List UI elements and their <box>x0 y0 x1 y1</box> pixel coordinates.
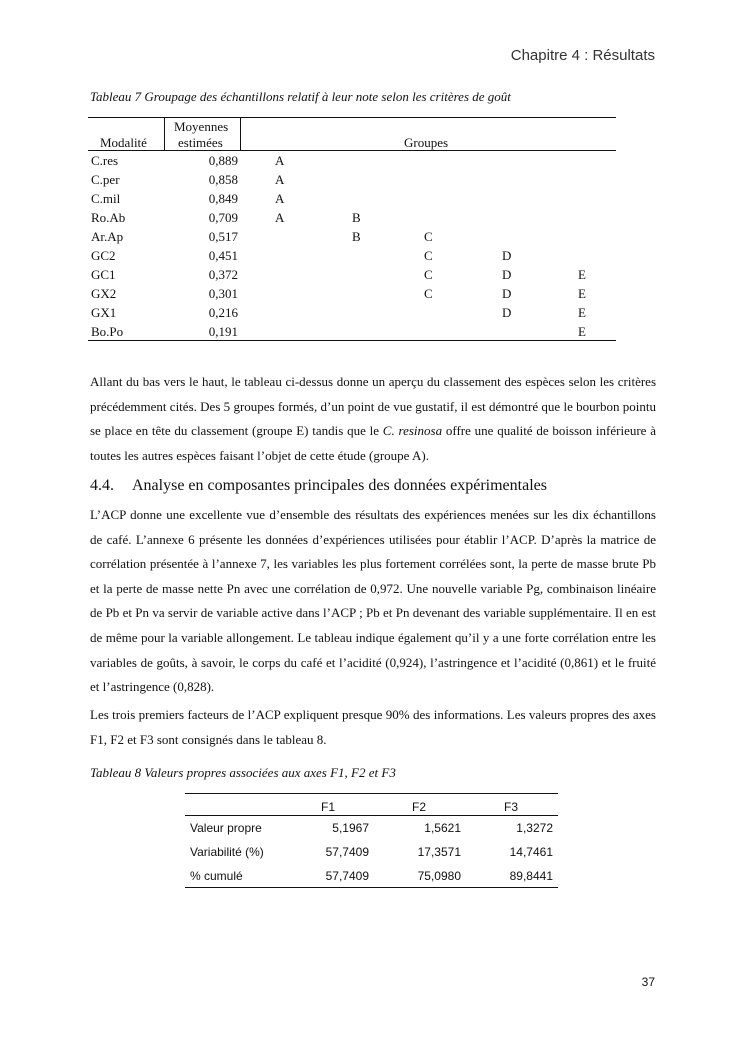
table7-cell-moyenne: 0,372 <box>208 267 238 282</box>
section-heading <box>90 477 547 495</box>
table7-row <box>88 265 616 284</box>
table7-cell-group: A <box>275 191 285 206</box>
table7-cell-moyenne: 0,849 <box>208 191 238 206</box>
table8-cell: 17,3571 <box>417 845 461 859</box>
table7-header-groupes: Groupes <box>404 135 449 150</box>
table8-cell: 57,7409 <box>325 869 369 883</box>
table8-row-label: % cumulé <box>190 869 243 883</box>
table7-header-estimees: estimées <box>178 135 223 150</box>
table7-cell-moyenne: 0,889 <box>208 153 238 168</box>
paragraph-acp: L’ACP donne une excellente vue d’ensemble des résultats des expériences menées sur les dix échantillons de café. L’annexe 6 présente les données d’expériences utilisées pour établir l’ACP. D’après la matrice de corrélation présentée à l’annexe 7, les variables les plus fortement corrélées sont, la perte de masse brute Pb et la perte de masse nette Pn avec une corrélation de 0,972. Une nouvelle variable Pg, combinaison linéaire de Pb et Pn va servir de variable active dans l’ACP ; Pb et Pn devenant des variable supplémentaire. Il en est de même pour la variable allongement. Le tableau indique également qu’il y a une forte corrélation entre les variables de goûts, à savoir, le corps du café et l’acidité (0,924), l’astringence et l’acidité (0,861) et le fruité et l’astringence (0,828). <box>90 507 656 695</box>
table8-cell: 5,1967 <box>332 821 369 835</box>
section-number: 4.4. <box>90 477 114 494</box>
table7-cell-group: E <box>578 324 586 339</box>
table7-cell-group: C <box>424 286 433 301</box>
table7-header-separator <box>164 117 165 150</box>
table8-caption: Tableau 8 Valeurs propres associées aux axes F1, F2 et F3 <box>90 765 396 780</box>
table8-row <box>185 817 558 841</box>
table7-cell-group: C <box>424 248 433 263</box>
table7-row <box>88 303 616 322</box>
table7-cell-modalite: Ro.Ab <box>91 210 126 225</box>
table7-cell-group: D <box>502 267 512 282</box>
table7-row <box>88 322 616 341</box>
table7-cell-group: A <box>275 172 285 187</box>
table8-header-f3: F3 <box>504 800 519 814</box>
table8-header-f1: F1 <box>321 800 336 814</box>
table7-cell-modalite: GX2 <box>91 286 117 301</box>
table8-bottom-rule <box>185 887 558 888</box>
table7-top-rule <box>88 117 616 118</box>
table8-row-label: Variabilité (%) <box>190 845 264 859</box>
table8-header-rule <box>185 815 558 816</box>
table7-cell-moyenne: 0,216 <box>208 305 238 320</box>
paragraph-ranking-text: Allant du bas vers le haut, le tableau ci-dessus donne un aperçu du classement des espèces selon les critères précédemment cités. Des 5 groupes formés, d’un point de vue gustatif, il est démontré que le bourbon pointu se place en tête du classement (groupe E) tandis que le <box>90 374 656 439</box>
table7-cell-modalite: C.mil <box>91 191 121 206</box>
table7-cell-moyenne: 0,451 <box>208 248 238 263</box>
table7-cell-group: D <box>502 286 512 301</box>
table7-cell-moyenne: 0,191 <box>208 324 238 339</box>
table7-cell-moyenne: 0,301 <box>208 286 238 301</box>
table7-row <box>88 227 616 246</box>
table7-cell-modalite: Bo.Po <box>91 324 124 339</box>
paragraph-ranking-text-end: offre une qualité de boisson inférieure à toutes les autres espèces faisant l’objet de cette étude (groupe A). <box>90 423 656 463</box>
table8-cell: 75,0980 <box>417 869 461 883</box>
table7-header-moyennes: Moyennes <box>174 119 229 134</box>
table7-cell-modalite: GC2 <box>91 248 116 263</box>
table7-cell-group: E <box>578 286 586 301</box>
table7-row <box>88 284 616 303</box>
table8-cell: 57,7409 <box>325 845 369 859</box>
table7-cell-moyenne: 0,709 <box>208 210 238 225</box>
table7-cell-modalite: C.res <box>91 153 119 168</box>
page-number: 37 <box>641 975 655 989</box>
table8-cell: 1,3272 <box>516 821 553 835</box>
table8-top-rule <box>185 793 558 794</box>
table7-cell-group: B <box>352 229 361 244</box>
table7-cell-group: D <box>502 248 512 263</box>
table7-cell-modalite: GX1 <box>91 305 117 320</box>
table8-cell: 14,7461 <box>509 845 553 859</box>
table8-row-label: Valeur propre <box>190 821 262 835</box>
table7-header-separator <box>240 117 241 150</box>
running-header: Chapitre 4 : Résultats <box>510 47 655 64</box>
table7-cell-modalite: Ar.Ap <box>91 229 124 244</box>
table7-caption: Tableau 7 Groupage des échantillons relatif à leur note selon les critères de goût <box>90 89 511 104</box>
table7-cell-group: C <box>424 267 433 282</box>
species-name: C. resinosa <box>382 423 443 439</box>
table7-row <box>88 246 616 265</box>
table7-bottom-rule <box>88 340 616 341</box>
paragraph-ranking <box>90 370 656 468</box>
table7-cell-group: B <box>352 210 361 225</box>
table7-header-modalite: Modalité <box>100 135 147 150</box>
table8-cell: 89,8441 <box>509 869 553 883</box>
table7-cell-group: E <box>578 305 586 320</box>
table7-row <box>88 151 616 170</box>
table8-row <box>185 865 558 889</box>
table7-cell-group: A <box>275 153 285 168</box>
table8-row <box>185 841 558 865</box>
table8-header-f2: F2 <box>412 800 427 814</box>
table7-cell-group: D <box>502 305 512 320</box>
table7-row <box>88 189 616 208</box>
table7-row <box>88 208 616 227</box>
table7-cell-group: A <box>275 210 285 225</box>
table7-cell-moyenne: 0,517 <box>208 229 238 244</box>
paragraph-factors: Les trois premiers facteurs de l’ACP expliquent presque 90% des informations. Les valeurs propres des axes F1, F2 et F3 sont consignés dans le tableau 8. <box>90 707 656 747</box>
table7-cell-moyenne: 0,858 <box>208 172 238 187</box>
table7-cell-modalite: GC1 <box>91 267 116 282</box>
table7-cell-group: C <box>424 229 433 244</box>
table7-cell-modalite: C.per <box>91 172 120 187</box>
section-title: Analyse en composantes principales des données expérimentales <box>132 477 547 494</box>
table7-row <box>88 170 616 189</box>
table8-cell: 1,5621 <box>424 821 461 835</box>
table7-cell-group: E <box>578 267 586 282</box>
